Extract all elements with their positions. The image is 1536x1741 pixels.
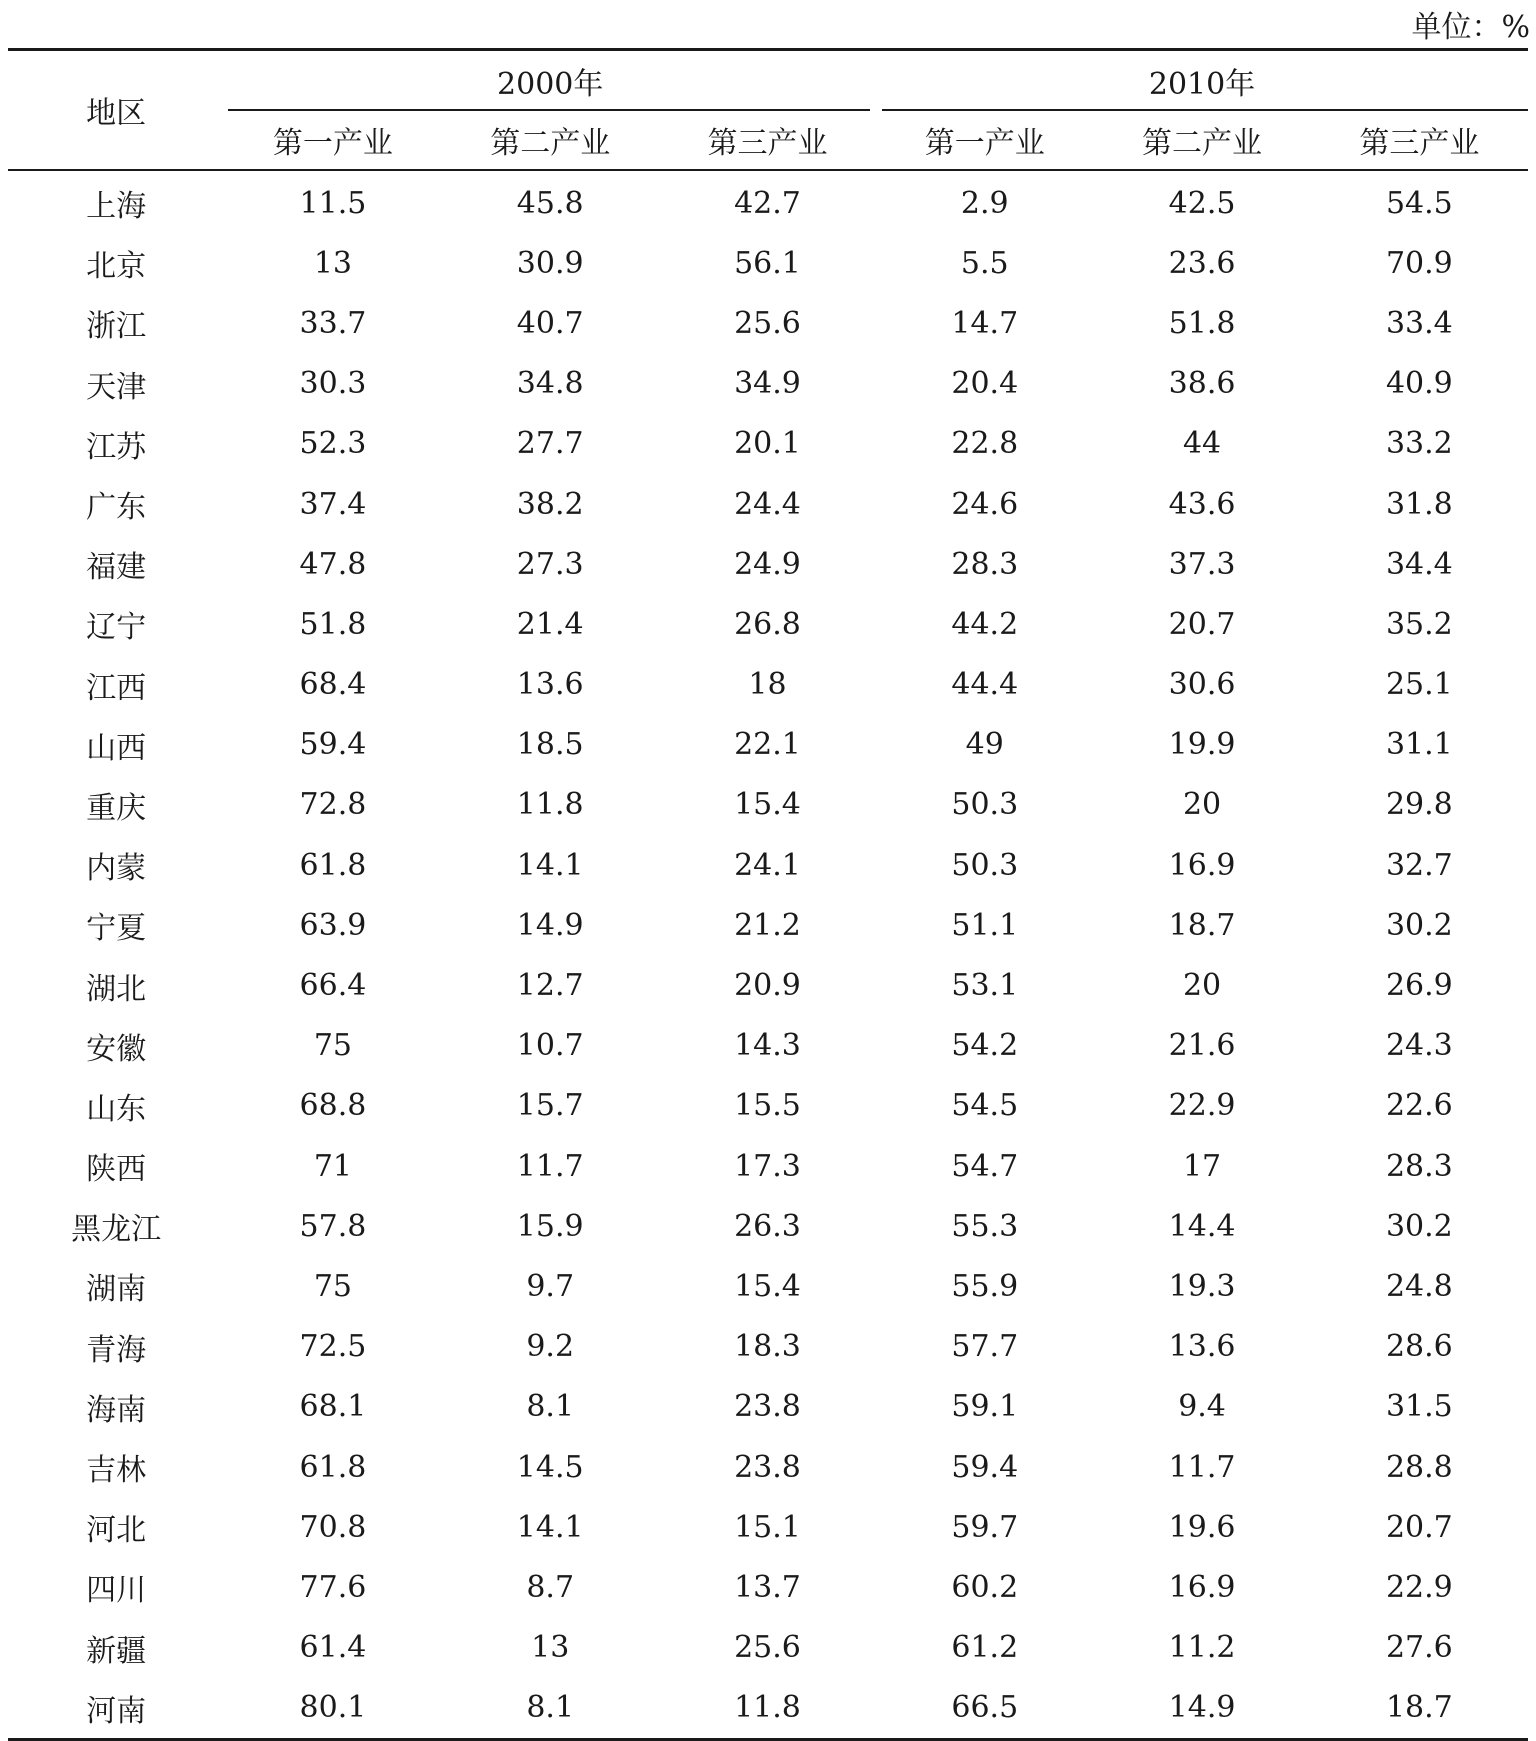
region-cell: 天津 [86,369,147,405]
table-row [8,655,1528,715]
value-cell: 22.6 [1385,1088,1453,1124]
value-cell: 28.8 [1385,1449,1453,1485]
value-cell: 34.9 [734,366,801,402]
industry-header-tertiary-2010: 第三产业 [1311,111,1528,170]
region-cell: 新疆 [86,1633,147,1669]
value-cell: 27.7 [516,426,584,462]
region-cell: 河南 [86,1693,147,1729]
value-cell: 14.1 [516,1509,584,1545]
value-cell: 31.5 [1385,1389,1453,1425]
table-row [8,955,1528,1015]
header-row-years [8,50,1528,112]
table-row [8,1437,1528,1497]
value-cell: 22.9 [1168,1088,1236,1124]
value-cell: 68.1 [299,1389,367,1425]
value-cell: 25.1 [1385,667,1453,703]
region-cell: 陕西 [86,1152,147,1188]
value-cell: 20.9 [734,968,801,1004]
value-cell: 66.5 [951,1690,1019,1726]
value-cell: 54.7 [951,1148,1019,1184]
value-cell: 30.2 [1385,1208,1453,1244]
value-cell: 21.2 [734,907,801,943]
value-cell: 18.7 [1385,1690,1453,1726]
value-cell: 40.7 [516,305,584,341]
value-cell: 9.4 [1178,1389,1226,1425]
value-cell: 14.9 [1168,1690,1236,1726]
value-cell: 15.1 [734,1509,801,1545]
table-row [8,1196,1528,1256]
region-cell: 北京 [86,249,147,285]
value-cell: 24.8 [1385,1268,1453,1304]
value-cell: 77.6 [299,1569,367,1605]
value-cell: 14.7 [951,305,1019,341]
value-cell: 37.3 [1168,546,1236,582]
value-cell: 13 [313,245,353,281]
value-cell: 30.3 [299,366,367,402]
value-cell: 11.7 [516,1148,584,1184]
value-cell: 30.9 [516,245,584,281]
table-row [8,1678,1528,1740]
value-cell: 43.6 [1168,486,1236,522]
region-cell: 上海 [86,189,147,225]
value-cell: 35.2 [1385,606,1453,642]
value-cell: 63.9 [299,907,367,943]
value-cell: 11.8 [516,787,584,823]
table-row [8,1557,1528,1617]
value-cell: 24.4 [734,486,801,522]
value-cell: 26.8 [734,606,801,642]
region-cell: 内蒙 [86,851,147,887]
table-row [8,1497,1528,1557]
value-cell: 15.4 [734,1268,801,1304]
value-cell: 55.9 [951,1268,1019,1304]
value-cell: 61.4 [299,1630,367,1666]
value-cell: 15.5 [734,1088,801,1124]
value-cell: 51.1 [951,907,1019,943]
year-2000-header: 2000年 [224,50,876,112]
region-cell: 江苏 [86,429,147,465]
table-row [8,895,1528,955]
industry-header-tertiary-2000: 第三产业 [659,111,876,170]
value-cell: 11.2 [1168,1630,1236,1666]
value-cell: 22.1 [734,727,801,763]
value-cell: 59.1 [951,1389,1019,1425]
value-cell: 18 [748,667,787,703]
region-cell: 江西 [86,670,147,706]
value-cell: 19.9 [1168,727,1236,763]
value-cell: 44 [1182,426,1222,462]
value-cell: 44.2 [951,606,1019,642]
table-row [8,1256,1528,1316]
value-cell: 15.4 [734,787,801,823]
value-cell: 71 [313,1148,353,1184]
value-cell: 13.6 [516,667,584,703]
value-cell: 16.9 [1168,847,1236,883]
value-cell: 10.7 [516,1028,584,1064]
table-row [8,414,1528,474]
value-cell: 8.1 [526,1389,575,1425]
value-cell: 9.2 [526,1329,575,1365]
value-cell: 27.3 [516,546,584,582]
value-cell: 28.6 [1385,1329,1453,1365]
value-cell: 20.7 [1385,1509,1453,1545]
value-cell: 56.1 [734,245,801,281]
value-cell: 20 [1182,968,1222,1004]
value-cell: 68.4 [299,667,367,703]
table-row [8,1016,1528,1076]
value-cell: 75 [313,1268,353,1304]
table-row [8,534,1528,594]
region-cell: 山东 [86,1091,147,1127]
industry-header-secondary-2010: 第二产业 [1093,111,1310,170]
region-cell: 吉林 [86,1453,147,1489]
value-cell: 40.9 [1385,366,1453,402]
value-cell: 24.6 [951,486,1019,522]
value-cell: 11.7 [1168,1449,1236,1485]
value-cell: 51.8 [299,606,367,642]
industry-header-primary-2010: 第一产业 [876,111,1093,170]
value-cell: 51.8 [1168,305,1236,341]
value-cell: 34.4 [1385,546,1453,582]
value-cell: 23.8 [734,1389,801,1425]
table-row [8,293,1528,353]
value-cell: 33.4 [1385,305,1453,341]
value-cell: 50.3 [951,847,1019,883]
value-cell: 66.4 [299,968,367,1004]
table-row [8,233,1528,293]
table-row [8,1377,1528,1437]
value-cell: 2.9 [960,185,1009,221]
value-cell: 45.8 [516,185,584,221]
value-cell: 18.7 [1168,907,1236,943]
value-cell: 16.9 [1168,1569,1236,1605]
value-cell: 21.6 [1168,1028,1236,1064]
region-cell: 辽宁 [86,610,147,646]
value-cell: 19.3 [1168,1268,1236,1304]
unit-label: 单位：% [1411,10,1530,45]
year-2010-header: 2010年 [876,50,1528,112]
region-cell: 重庆 [86,790,147,826]
region-column-header: 地区 [8,50,224,171]
value-cell: 20 [1182,787,1222,823]
value-cell: 30.2 [1385,907,1453,943]
table-row [8,1618,1528,1678]
region-cell: 四川 [86,1573,147,1609]
value-cell: 15.7 [516,1088,584,1124]
value-cell: 61.8 [299,847,367,883]
value-cell: 72.8 [299,787,367,823]
value-cell: 14.5 [516,1449,584,1485]
region-cell: 青海 [86,1332,147,1368]
value-cell: 72.5 [299,1329,367,1365]
value-cell: 49 [965,727,1004,763]
value-cell: 8.1 [526,1690,575,1726]
value-cell: 55.3 [951,1208,1019,1244]
value-cell: 20.7 [1168,606,1236,642]
value-cell: 32.7 [1385,847,1453,883]
value-cell: 9.7 [526,1268,575,1304]
header-row-industries [8,111,1528,170]
value-cell: 53.1 [951,968,1019,1004]
value-cell: 33.2 [1385,426,1453,462]
value-cell: 44.4 [951,667,1019,703]
value-cell: 21.4 [516,606,584,642]
value-cell: 14.1 [516,847,584,883]
table-row [8,835,1528,895]
value-cell: 24.3 [1385,1028,1453,1064]
value-cell: 8.7 [526,1569,575,1605]
region-cell: 广东 [86,490,147,526]
table-body [8,170,1528,1739]
region-cell: 河北 [86,1513,147,1549]
value-cell: 38.2 [516,486,584,522]
table-row [8,1136,1528,1196]
value-cell: 20.1 [734,426,801,462]
value-cell: 27.6 [1385,1630,1453,1666]
value-cell: 18.3 [734,1329,801,1365]
value-cell: 30.6 [1168,667,1236,703]
value-cell: 70.8 [299,1509,367,1545]
value-cell: 61.2 [951,1630,1019,1666]
table-row [8,1076,1528,1136]
value-cell: 37.4 [299,486,367,522]
value-cell: 25.6 [734,305,801,341]
employment-structure-table [8,48,1528,1741]
value-cell: 59.4 [299,727,367,763]
value-cell: 42.7 [734,185,801,221]
table-row [8,594,1528,654]
value-cell: 13.7 [734,1569,801,1605]
region-cell: 浙江 [86,309,147,345]
table-row [8,474,1528,534]
value-cell: 34.8 [516,366,584,402]
region-cell: 湖北 [86,971,147,1007]
value-cell: 54.5 [951,1088,1019,1124]
value-cell: 28.3 [951,546,1019,582]
industry-header-primary-2000: 第一产业 [224,111,441,170]
value-cell: 13.6 [1168,1329,1236,1365]
industry-header-secondary-2000: 第二产业 [442,111,659,170]
value-cell: 14.4 [1168,1208,1236,1244]
value-cell: 26.3 [734,1208,801,1244]
value-cell: 31.8 [1385,486,1453,522]
value-cell: 50.3 [951,787,1019,823]
region-cell: 海南 [86,1392,147,1428]
value-cell: 14.3 [734,1028,801,1064]
value-cell: 68.8 [299,1088,367,1124]
value-cell: 52.3 [299,426,367,462]
value-cell: 24.9 [734,546,801,582]
value-cell: 17.3 [734,1148,801,1184]
value-cell: 15.9 [516,1208,584,1244]
value-cell: 61.8 [299,1449,367,1485]
table-row [8,354,1528,414]
value-cell: 33.7 [299,305,367,341]
value-cell: 26.9 [1385,968,1453,1004]
value-cell: 42.5 [1168,185,1236,221]
value-cell: 22.8 [951,426,1019,462]
value-cell: 17 [1182,1148,1222,1184]
table-row [8,715,1528,775]
value-cell: 29.8 [1385,787,1453,823]
table-row [8,1317,1528,1377]
value-cell: 20.4 [951,366,1019,402]
region-cell: 福建 [86,550,147,586]
value-cell: 23.8 [734,1449,801,1485]
value-cell: 25.6 [734,1630,801,1666]
value-cell: 19.6 [1168,1509,1236,1545]
value-cell: 59.7 [951,1509,1019,1545]
value-cell: 59.4 [951,1449,1019,1485]
value-cell: 12.7 [516,968,584,1004]
value-cell: 13 [531,1630,570,1666]
value-cell: 11.5 [299,185,367,221]
value-cell: 47.8 [299,546,367,582]
value-cell: 31.1 [1385,727,1453,763]
value-cell: 28.3 [1385,1148,1453,1184]
value-cell: 70.9 [1385,245,1453,281]
value-cell: 57.8 [299,1208,367,1244]
value-cell: 75 [313,1028,353,1064]
value-cell: 38.6 [1168,366,1236,402]
table-header [8,50,1528,171]
region-cell: 山西 [86,730,147,766]
table-row [8,775,1528,835]
value-cell: 54.5 [1385,185,1453,221]
value-cell: 24.1 [734,847,801,883]
region-cell: 宁夏 [86,911,147,947]
value-cell: 5.5 [960,245,1009,281]
value-cell: 80.1 [299,1690,367,1726]
region-cell: 湖南 [86,1272,147,1308]
value-cell: 23.6 [1168,245,1236,281]
value-cell: 57.7 [951,1329,1019,1365]
value-cell: 22.9 [1385,1569,1453,1605]
value-cell: 54.2 [951,1028,1019,1064]
value-cell: 14.9 [516,907,584,943]
value-cell: 60.2 [951,1569,1019,1605]
table-row [8,170,1528,233]
region-cell: 黑龙江 [71,1212,162,1248]
value-cell: 11.8 [734,1690,801,1726]
region-cell: 安徽 [86,1031,147,1067]
value-cell: 18.5 [516,727,584,763]
